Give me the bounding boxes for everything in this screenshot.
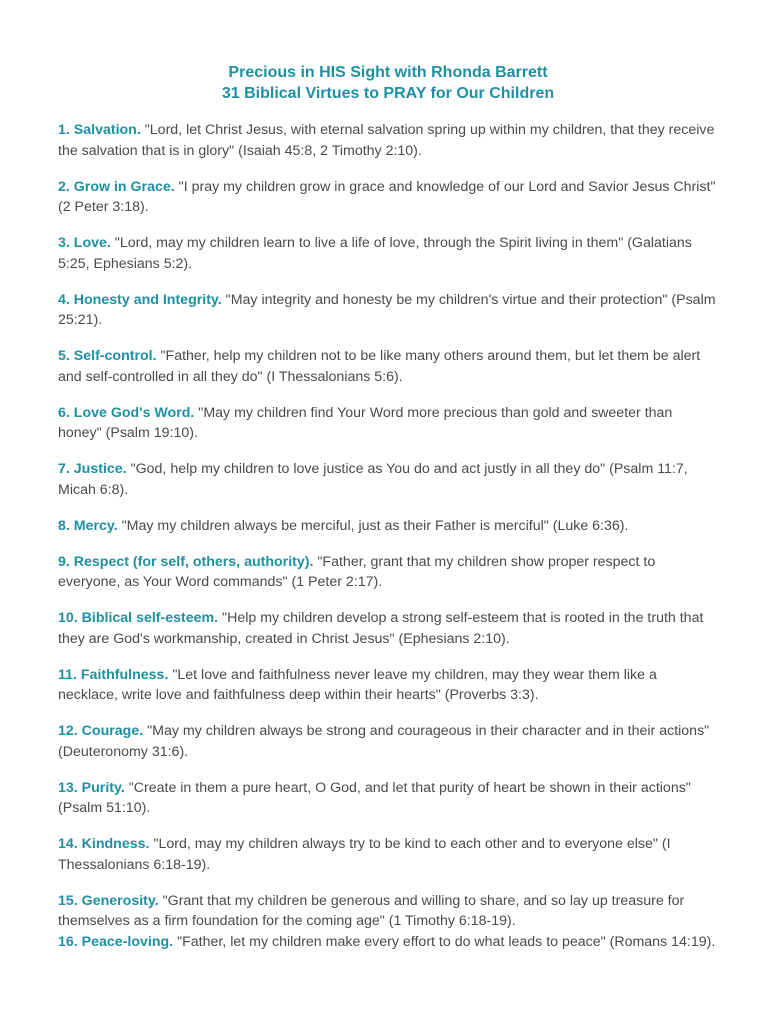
document-header xyxy=(58,62,718,104)
virtue-label: 6. Love God's Word. xyxy=(58,404,195,421)
virtue-item xyxy=(58,403,718,444)
virtue-label: 2. Grow in Grace. xyxy=(58,178,175,195)
virtue-text: "May my children always be merciful, just as their Father is merciful" (Luke 6:36). xyxy=(121,517,629,534)
virtue-item xyxy=(58,516,718,537)
virtue-item xyxy=(58,721,718,762)
virtue-text: "I pray my children grow in grace and knowledge of our Lord and Savior Jesus Christ" (2 Peter 3:18). xyxy=(58,178,716,215)
virtue-label: 15. Generosity. xyxy=(58,892,159,909)
virtue-label: 4. Honesty and Integrity. xyxy=(58,291,222,308)
virtue-label: 3. Love. xyxy=(58,235,111,251)
virtue-text: "Let love and faithfulness never leave my children, may they wear them like a necklace, write love and faithfulness deep within their hearts" (Proverbs 3:3). xyxy=(58,666,657,703)
virtue-text: "Father, let my children make every effort to do what leads to peace" (Romans 14:19). xyxy=(177,933,716,950)
virtue-item xyxy=(58,233,718,274)
virtue-text: "Help my children develop a strong self-esteem that is rooted in the truth that they are God's workmanship, created in Christ Jesus" (Ephesians 2:10). xyxy=(58,610,704,647)
virtue-item xyxy=(58,932,718,953)
virtue-item xyxy=(58,665,718,706)
virtue-item xyxy=(58,778,718,819)
virtue-item xyxy=(58,346,718,387)
virtue-item xyxy=(58,834,718,875)
virtue-label: 10. Biblical self-esteem. xyxy=(58,610,219,626)
header-line-1: Precious in HIS Sight with Rhonda Barrett xyxy=(228,64,548,81)
virtue-label: 5. Self-control. xyxy=(58,348,157,364)
virtue-item xyxy=(58,891,718,932)
virtue-item xyxy=(58,177,718,218)
virtue-text: "May my children always be strong and courageous in their character and in their actions" (Deuteronomy 31:6). xyxy=(58,723,710,760)
virtue-text: "Grant that my children be generous and willing to share, and so lay up treasure for themselves as a firm foundation for the coming age" (1 Timothy 6:18-19). xyxy=(58,892,685,929)
virtue-label: 14. Kindness. xyxy=(58,836,150,852)
virtue-item xyxy=(58,290,718,331)
virtue-label: 11. Faithfulness. xyxy=(58,666,169,683)
virtue-label: 12. Courage. xyxy=(58,723,144,739)
virtue-text: "Father, help my children not to be like many others around them, but let them be alert and self-controlled in all they do" (I Thessalonians 5:6). xyxy=(58,348,701,385)
virtue-label: 13. Purity. xyxy=(58,779,125,796)
virtue-label: 16. Peace-loving. xyxy=(58,933,174,950)
document-page xyxy=(58,0,718,952)
virtue-text: "May integrity and honesty be my children's virtue and their protection" (Psalm 25:21). xyxy=(58,291,716,328)
virtue-text: "Lord, let Christ Jesus, with eternal salvation spring up within my children, that they receive the salvation that is in glory" (Isaiah 45:8, 2 Timothy 2:10). xyxy=(58,122,715,159)
virtue-label: 1. Salvation. xyxy=(58,122,141,138)
virtue-text: "May my children find Your Word more precious than gold and sweeter than honey" (Psalm 19:10). xyxy=(58,404,673,441)
virtue-label: 8. Mercy. xyxy=(58,517,118,534)
virtue-list xyxy=(58,120,718,952)
virtue-item xyxy=(58,552,718,593)
virtue-text: "God, help my children to love justice as You do and act justly in all they do" (Psalm 11:7, Micah 6:8). xyxy=(58,461,688,498)
virtue-item xyxy=(58,120,718,161)
virtue-label: 7. Justice. xyxy=(58,461,127,477)
virtue-text: "Create in them a pure heart, O God, and let that purity of heart be shown in their actions" (Psalm 51:10). xyxy=(58,779,691,816)
virtue-item xyxy=(58,459,718,500)
header-line-2: 31 Biblical Virtues to PRAY for Our Children xyxy=(221,85,555,102)
virtue-text: "Lord, may my children learn to live a life of love, through the Spirit living in them" (Galatians 5:25, Ephesians 5:2). xyxy=(58,235,692,272)
virtue-label: 9. Respect (for self, others, authority). xyxy=(58,553,314,570)
virtue-item xyxy=(58,608,718,649)
virtue-text: "Lord, may my children always try to be kind to each other and to everyone else" (I Thessalonians 6:18-19). xyxy=(58,836,671,873)
virtue-text: "Father, grant that my children show proper respect to everyone, as Your Word commands" (1 Peter 2:17). xyxy=(58,553,656,590)
